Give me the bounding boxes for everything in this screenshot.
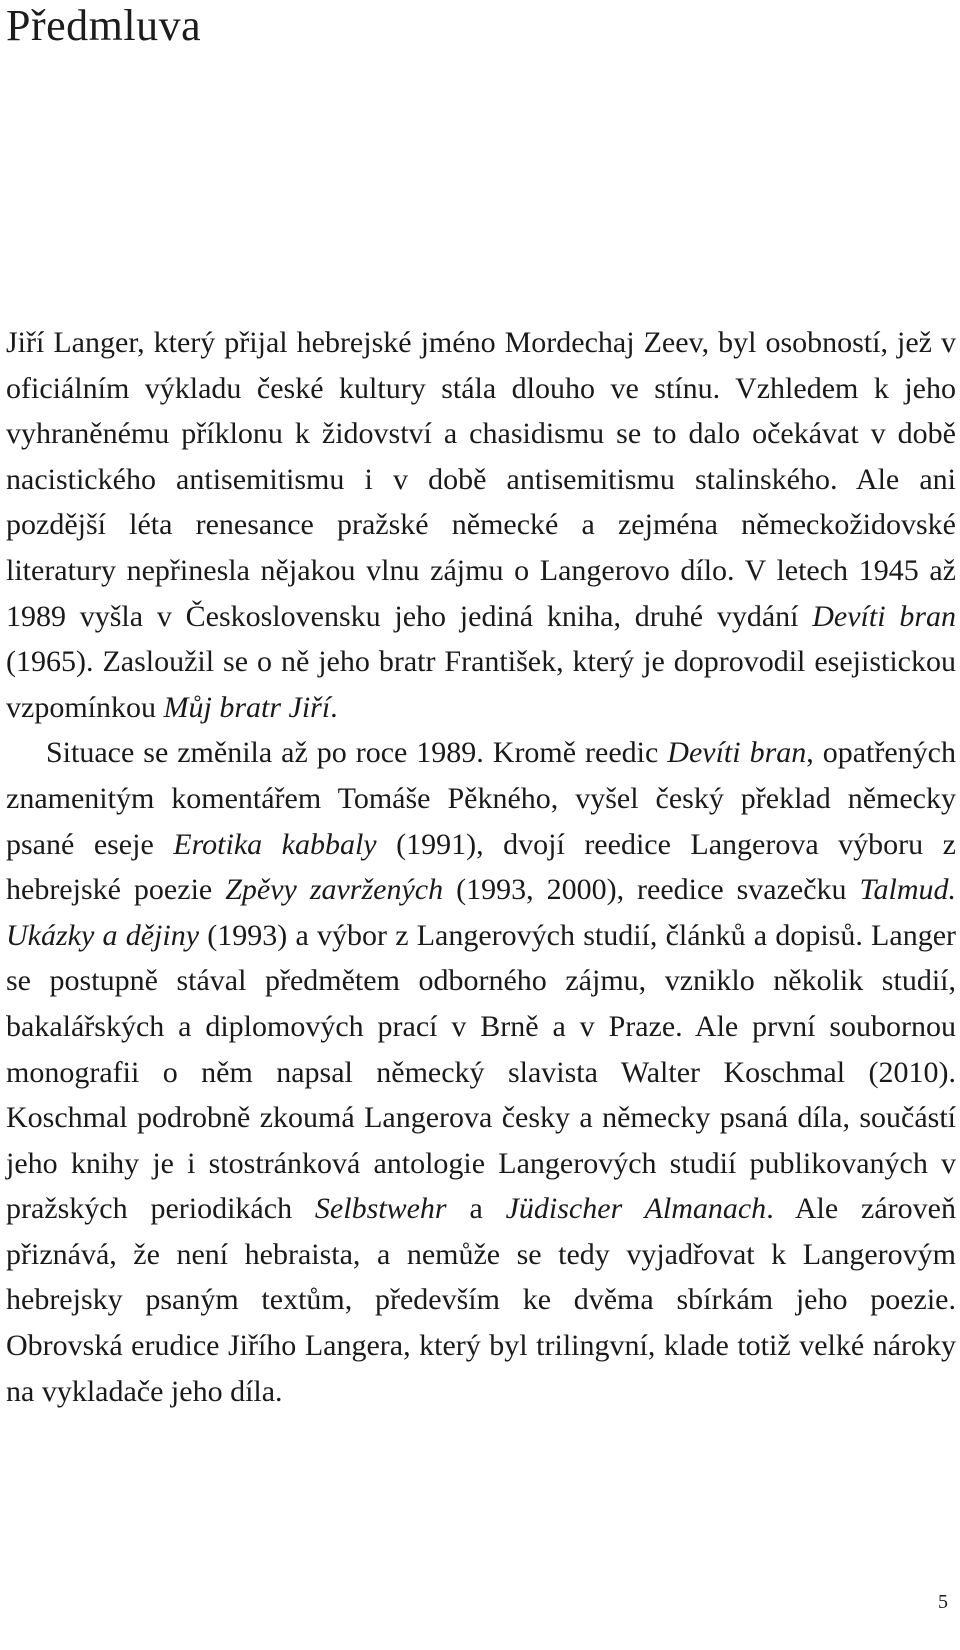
italic-title: Devíti bran <box>667 736 807 770</box>
italic-title: Devíti bran <box>812 599 956 633</box>
italic-title: Zpěvy zavržených <box>225 873 444 907</box>
italic-title: Můj bratr Jiří <box>163 690 331 724</box>
italic-title: Erotika kabbaly <box>173 827 377 861</box>
text-run: Jiří Langer, který přijal hebrejské jméno Mordechaj Zeev, byl osobností, jež v oficiálním výkladu české kultury stála dlouho ve stínu. Vzhledem k jeho vyhraněnému příklonu k židovství a chasidismu se to dalo očekávat v době nacistického antisemitismu i v době antisemitismu stalinského. Ale ani pozdější léta renesance pražské německé a zejména německožidovské literatury nepřinesla nějakou vlnu zájmu o Langerovo dílo. V letech 1945 až 1989 vyšla v Československu jeho jediná kniha, druhé vydání <box>6 326 956 633</box>
text-run: a <box>446 1192 506 1226</box>
text-run: (1993, 2000), reedice svazečku <box>443 873 860 907</box>
paragraph <box>6 320 956 730</box>
paragraph <box>6 730 956 1414</box>
text-run: , opatřených znamenitým komentářem Tomáše Pěkného, vyšel český překlad německy psané eseje <box>6 736 956 861</box>
body-text <box>6 320 956 1414</box>
text-run: (1965). Zasloužil se o ně jeho bratr František, který je doprovodil esejistickou vzpomínkou <box>6 645 956 724</box>
italic-title: Talmud. Ukázky a dějiny <box>6 873 956 952</box>
italic-title: Jüdischer Almanach <box>505 1192 767 1226</box>
text-run: Situace se změnila až po roce 1989. Kromě reedic <box>46 736 668 770</box>
page-number: 5 <box>938 1591 948 1613</box>
italic-title: Selbstwehr <box>314 1192 447 1226</box>
text-run: (1991), dvojí reedice Langerova výboru z hebrejské poezie <box>6 827 956 907</box>
text-run: (1993) a výbor z Langerových studií, článků a dopisů. Langer se postupně stával předmětem odborného zájmu, vzniklo několik studií, bakalářských a diplomových prací v Brně a v Praze. Ale první soubornou monografii o něm napsal německý slavista Walter Koschmal (2010). Koschmal podrobně zkoumá Langerova česky a německy psaná díla, součástí jeho knihy je i stostránková antologie Langerových studií publikovaných v pražských periodikách <box>6 918 956 1226</box>
text-run: . <box>330 690 338 724</box>
text-run: . Ale zároveň přiznává, že není hebraista, a nemůže se tedy vyjadřovat k Langerovým hebrejsky psaným textům, především ke dvěma sbírkám jeho poezie. Obrovská erudice Jiřího Langera, který byl trilingvní, klade totiž velké nároky na vykladače jeho díla. <box>6 1192 956 1408</box>
chapter-title: Předmluva <box>6 1 202 50</box>
